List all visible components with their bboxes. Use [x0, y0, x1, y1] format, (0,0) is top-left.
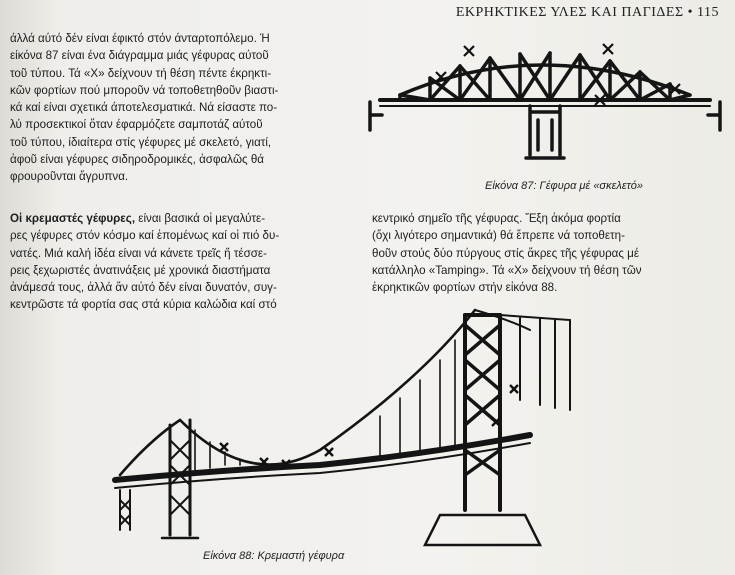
text-line — [10, 210, 355, 227]
paragraph-3 — [372, 210, 727, 296]
text-line: ἀνάμεσά τους, ἀλλά ἄν αὐτό δέν είναι δυνατόν, συγ- — [10, 281, 277, 295]
text-line: ρες γέφυρες στόν κόσμο καί ἑπομένως καί οἱ πιό δυ- — [10, 229, 280, 243]
text-line: φρουροῦνται ἄγρυπνα. — [10, 170, 129, 184]
text-line: κατάλληλο «Tamping». Τά «Χ» δείχνουν τή θέση τῶν — [372, 263, 642, 277]
text-line: ἐκρηκτικῶν φορτίων στήν εἰκόνα 88. — [372, 281, 558, 295]
text-line: τοῦ τύπου, ίδιαίτερα στίς γέφυρες μέ σκελετό, γιατί, — [10, 135, 272, 149]
figure-87-caption: Εἰκόνα 87: Γέφυρα μέ «σκελετό» — [485, 180, 644, 192]
text-line: θοῦν στούς δύο πύργους στίς ἄκρες τῆς γέφυρας μέ — [372, 246, 640, 260]
text-line: κεντρικό σημεῖο τῆς γέφυρας. Ἕξη ἀκόμα φορτία — [372, 212, 621, 225]
text-line: άλλά αύτό δέν είναι έφικτό στόν άνταρτοπόλεμο. Ή — [10, 32, 270, 45]
page-number: 115 — [697, 5, 719, 20]
figure-88-caption: Εἰκόνα 88: Κρεμαστή γέφυρα — [203, 550, 345, 562]
text-line: ρεις ξεχωριστές ἀνατινάξεις μέ χρονικά διαστήματα — [10, 263, 271, 277]
text-line: (ὄχι λιγότερο σημαντικά) θά ἔπρεπε νά τοποθετη- — [372, 229, 625, 243]
paragraph-1 — [10, 30, 355, 186]
truss-bridge-figure — [360, 40, 730, 170]
text-line: τοῦ τύπου. Τά «Χ» δείχνουν τή θέση πέντε έκρηκτι- — [10, 66, 272, 80]
text-line: κεντρῶστε τά φορτία σας στά κύρια καλώδια καί στό — [10, 298, 277, 312]
text-line: κῶν φορτίων πού μποροῦν νά τοποθετηθοῦν βιαστι- — [10, 83, 279, 97]
paragraph-lead: Οἱ κρεμαστές γέφυρες, — [10, 212, 136, 225]
text-line: ἀφοῦ είναι γέφυρες σιδηροδρομικές, ἀσφαλῶς θά — [10, 153, 264, 167]
text-line: νατές. Μιά καλή ἰδέα είναι νά κάνετε τρεῖς ἤ τέσσε- — [10, 246, 267, 260]
text-line: λύ προσεκτικοί ὅταν έφαρμόζετε σαμποτάζ αύτοῦ — [10, 118, 263, 132]
running-title: ΕΚΡΗΚΤΙΚΕΣ ΥΛΕΣ ΚΑΙ ΠΑΓΙΔΕΣ — [455, 5, 684, 20]
paragraph-2 — [10, 210, 355, 314]
text-line: κά καί είναι σχετικά άποτελεσματικά. Νά είσαστε πο- — [10, 101, 278, 115]
text-line: είκόνα 87 είναι ένα διάγραμμα μιάς γέφυρας αύτοῦ — [10, 49, 269, 63]
paragraph-lead-rest: είναι βασικά οἱ μεγαλύτε- — [135, 212, 266, 225]
running-header — [456, 5, 719, 21]
suspension-bridge-figure — [100, 300, 630, 550]
header-bullet: • — [687, 5, 694, 20]
